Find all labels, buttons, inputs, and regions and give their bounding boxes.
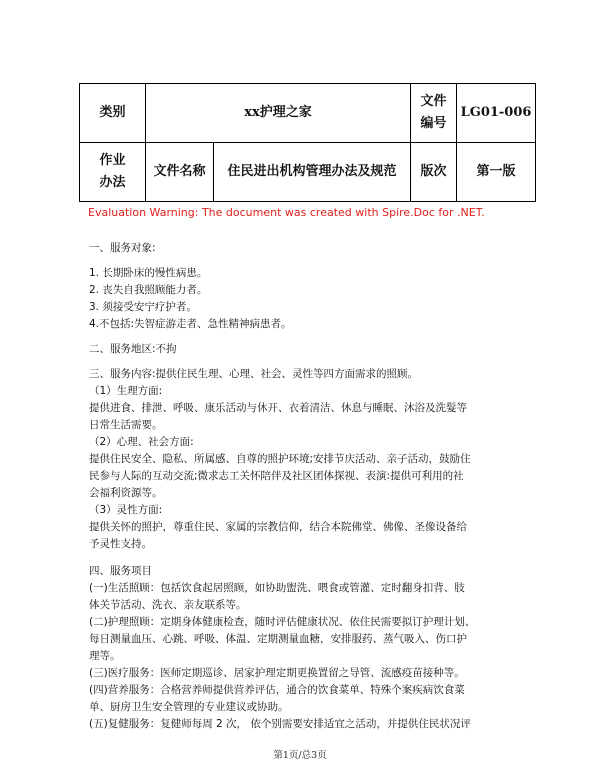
- paragraph-line: 予灵性支持。: [89, 538, 152, 550]
- section-1-title: 一、服务对象:: [89, 242, 156, 254]
- subsection-title: （1）生理方面:: [89, 385, 163, 397]
- category-value-cell: xx护理之家: [146, 84, 411, 143]
- list-item: 3. 须接受安宁疗护者。: [89, 301, 197, 313]
- doc-no-label-line1: 文件: [420, 94, 447, 109]
- method-label-line1: 作业: [99, 153, 126, 168]
- doc-no-label-cell: [411, 84, 457, 143]
- version-value-cell: 第一版: [457, 143, 536, 202]
- document-header-table: [79, 83, 536, 202]
- evaluation-warning: Evaluation Warning: The document was created with Spire.Doc for .NET.: [88, 206, 485, 219]
- document-body: [89, 240, 529, 733]
- section-2-title: 二、服务地区:不拘: [89, 343, 177, 355]
- section-3-title: 三、服务内容:提供住民生理、心理、社会、灵性等四方面需求的照顾。: [89, 368, 419, 380]
- subsection-title: （2）心理、社会方面:: [89, 436, 194, 448]
- paragraph-line: (二)护理照顾：定期身体健康检查，随时评估健康状况、依住民需要拟订护理计划、: [89, 616, 476, 628]
- file-name-value-cell: 住民进出机构管理办法及规范: [214, 143, 411, 202]
- paragraph-line: 每日测量血压、心跳、呼吸、体温、定期测量血糖，安排服药、蒸气吸入、伤口护: [89, 633, 467, 645]
- paragraph-line: 日常生活需要。: [89, 419, 163, 431]
- paragraph-line: 提供住民安全、隐私、所属感、自尊的照护环境;安排节庆活动、亲子活动，鼓励住: [89, 453, 471, 465]
- doc-no-value-cell: LG01-006: [457, 84, 536, 143]
- method-label-line2: 办法: [99, 175, 126, 190]
- paragraph-line: 提供进食、排泄、呼吸、康乐活动与休开、衣着清洁、休息与睡眠、沐浴及洗髮等: [89, 402, 467, 414]
- page-number-footer: 第1页/总3页: [273, 750, 327, 761]
- paragraph-line: 理等。: [89, 650, 121, 662]
- subsection-title: （3）灵性方面:: [89, 504, 163, 516]
- list-item: 2. 丧失自我照顾能力者。: [89, 284, 208, 296]
- section-4-title: 四、服务项目: [89, 565, 152, 577]
- doc-no-label-line2: 编号: [420, 116, 447, 131]
- file-name-label-cell: 文件名称: [146, 143, 214, 202]
- method-label-cell: [80, 143, 146, 202]
- paragraph-line: (三)医疗服务：医师定期巡诊、居家护理定期更换置留之导管、流感疫苗接种等。: [89, 667, 465, 679]
- paragraph-line: (一)生活照顾：包括饮食起居照顾，如协助盥洗、喂食或管灌、定时翻身扣背、肢: [89, 582, 465, 594]
- list-item: 4.不包括:失智症游走者、急性精神病患者。: [89, 318, 292, 330]
- paragraph-line: (四)营养服务：合格营养师提供营养评估，通合的饮食菜单、特殊个案疾病饮食菜: [89, 684, 465, 696]
- paragraph-line: (五)复健服务：复健师每周 2 次， 依个别需要安排适宜之活动，并提供住民状况评: [89, 718, 471, 730]
- paragraph-line: 提供关怀的照护，尊重住民、家属的宗教信仰，结合本院佛堂、佛像、圣像设备给: [89, 521, 467, 533]
- paragraph-line: 单、厨房卫生安全管理的专业建议或协助。: [89, 701, 289, 713]
- paragraph-line: 会福利资源等。: [89, 487, 163, 499]
- paragraph-line: 民参与人际的互动交流;微求志工关怀陪伴及社区团体探视、表演:提供可利用的社: [89, 470, 464, 482]
- version-label-cell: 版次: [411, 143, 457, 202]
- paragraph-line: 体关节活动、洗衣、亲友联系等。: [89, 599, 247, 611]
- category-label-cell: 类别: [80, 84, 146, 143]
- list-item: 1. 长期卧床的慢性病患。: [89, 267, 208, 279]
